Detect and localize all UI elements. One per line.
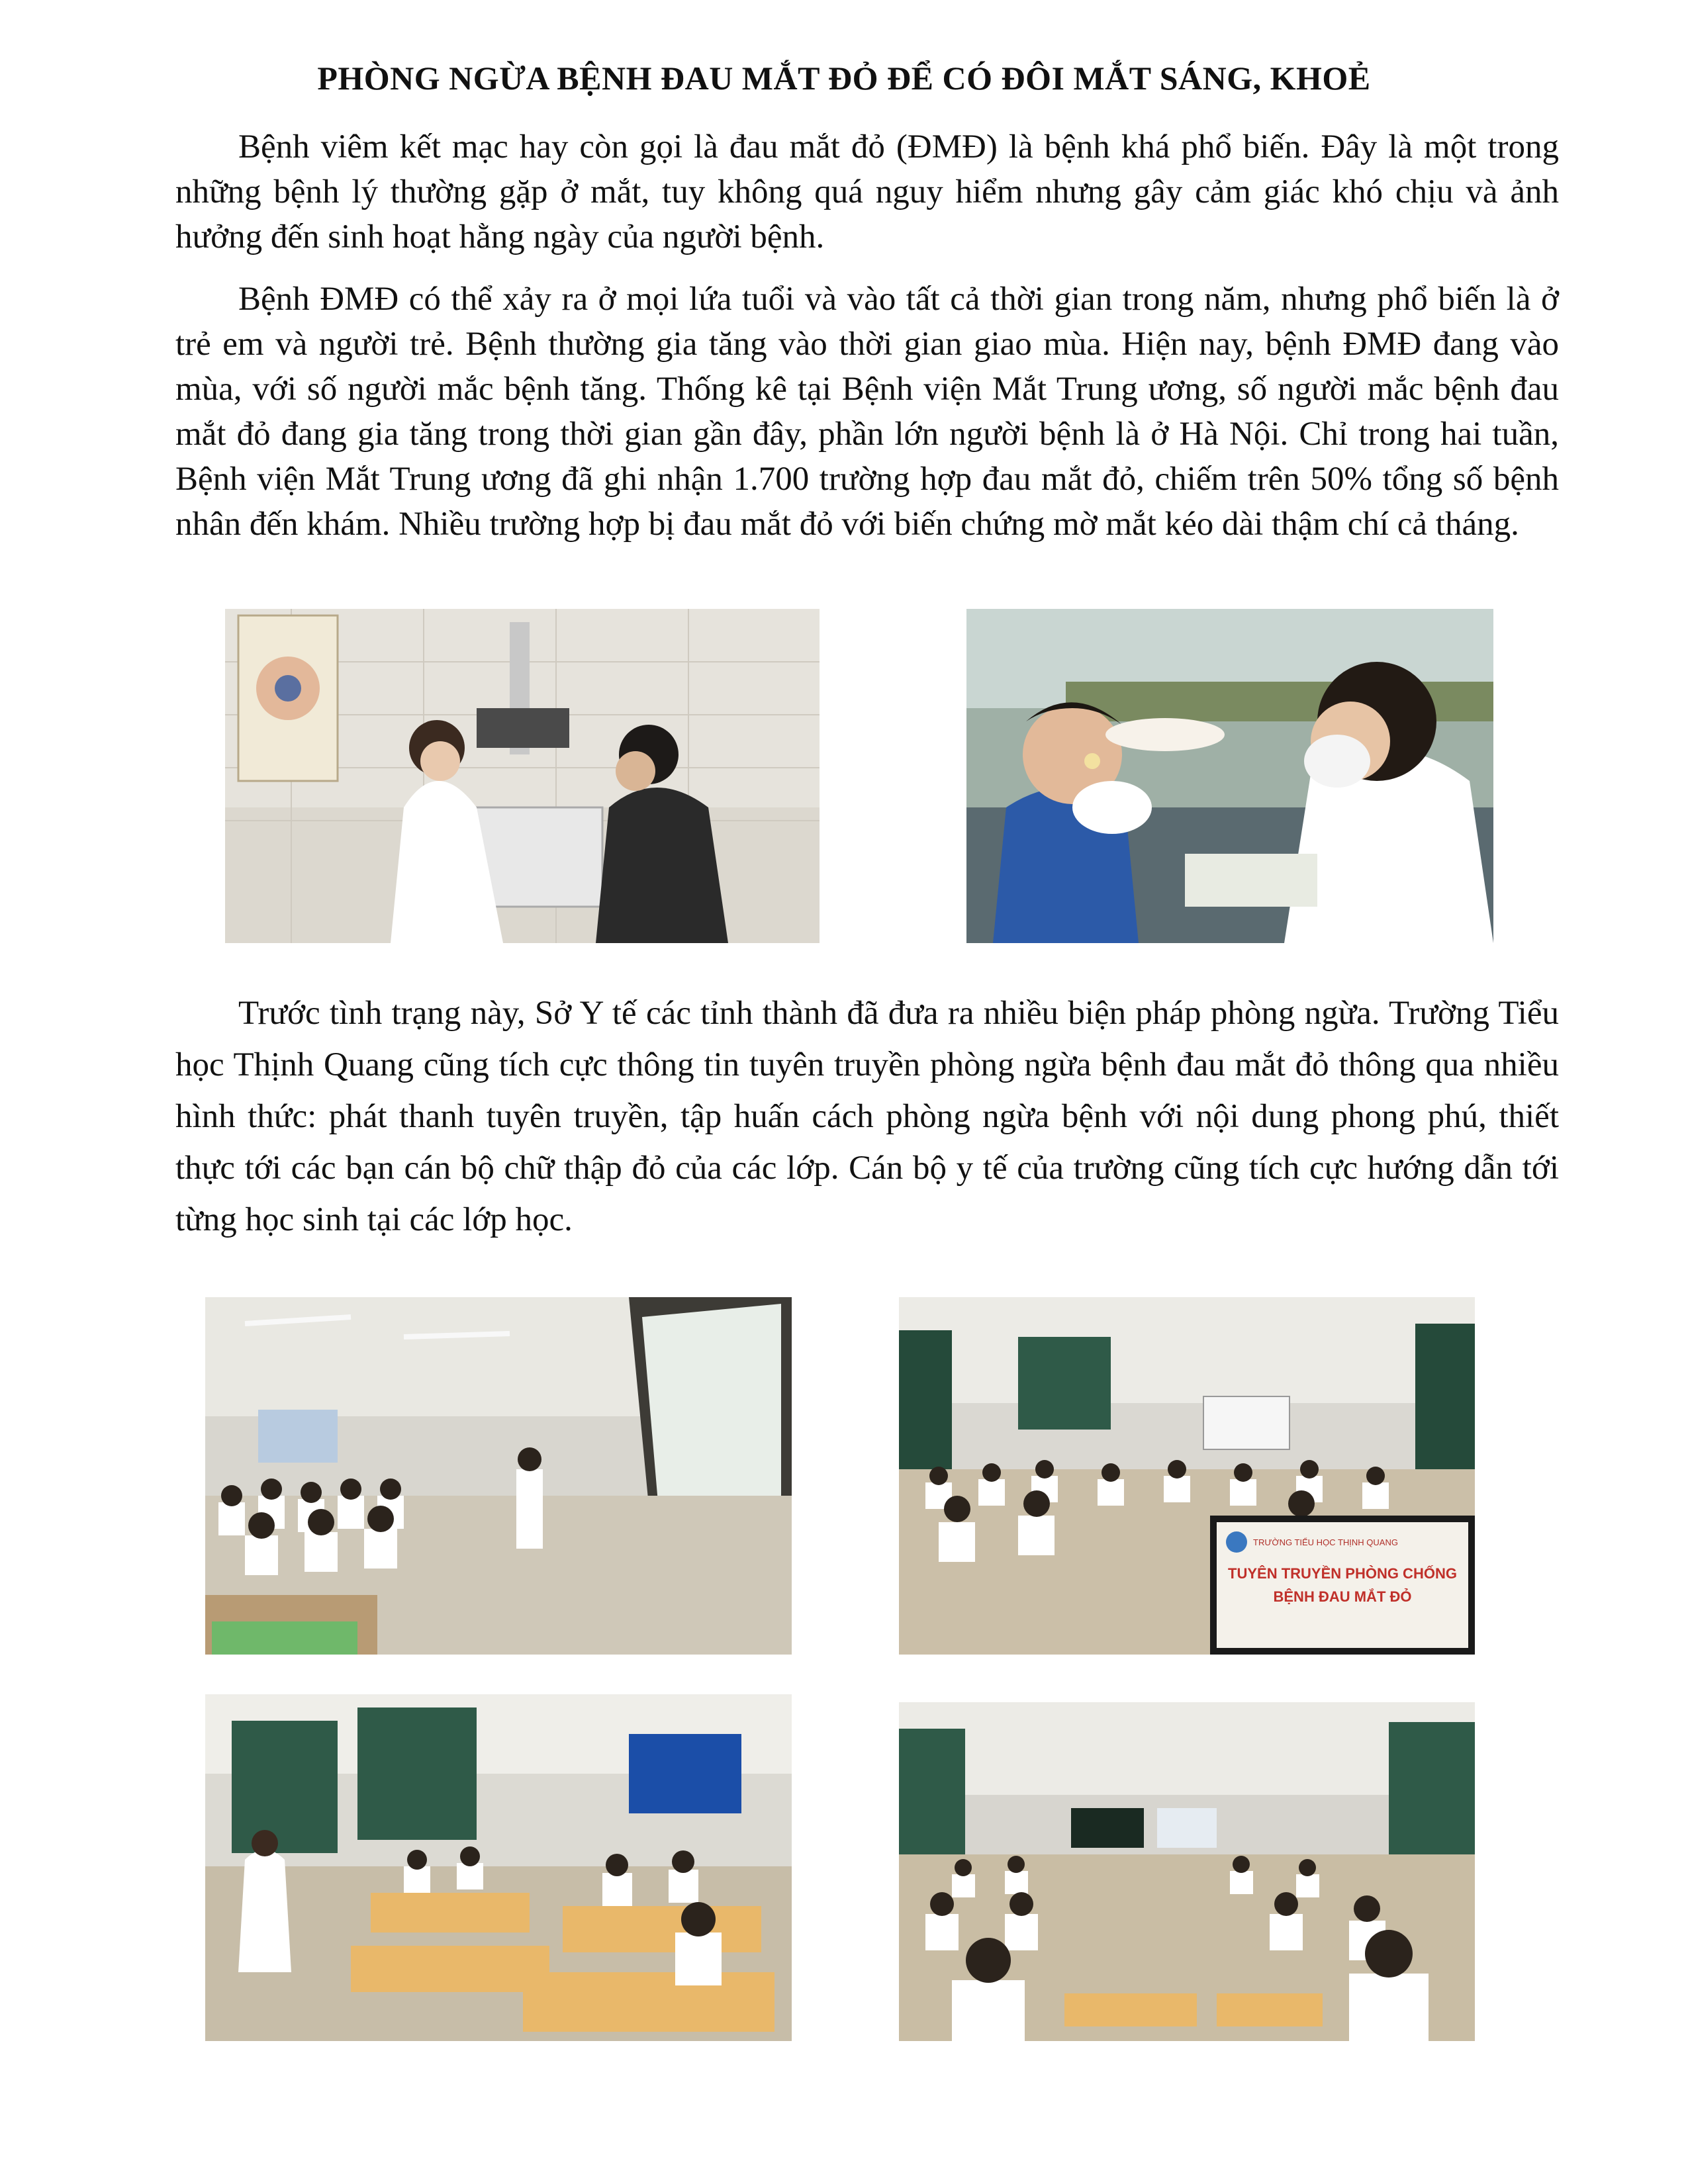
- photo-classroom-laptop-slide: [899, 1297, 1475, 1655]
- page-title: PHÒNG NGỪA BỆNH ĐAU MẮT ĐỎ ĐỂ CÓ ĐÔI MẮT SÁNG, KHOẺ: [317, 60, 1371, 97]
- paragraph-intro: Bệnh viêm kết mạc hay còn gọi là đau mắt đỏ (ĐMĐ) là bệnh khá phổ biến. Đây là một trong những bệnh lý thường gặp ở mắt, tuy không quá nguy hiểm nhưng gây cảm giác khó chịu và ảnh hưởng đến sinh hoạt hằng ngày của người bệnh.: [175, 128, 1559, 255]
- photo-classroom-students-eye-exercise: [899, 1702, 1475, 2041]
- slide-title-line2: BỆNH ĐAU MẮT ĐỎ: [1273, 1588, 1412, 1605]
- photo-eye-exam-slit-lamp: [225, 609, 820, 943]
- paragraph-school-actions: Trước tình trạng này, Sở Y tế các tỉnh thành đã đưa ra nhiều biện pháp phòng ngừa. Trường Tiểu học Thịnh Quang cũng tích cực thông tin tuyên truyền phòng ngừa bệnh đau mắt đỏ thông qua nhiều hình thức: phát thanh tuyên truyền, tập huấn cách phòng ngừa bệnh với nội dung phong phú, thiết thực tới các bạn cán bộ chữ thập đỏ của các lớp. Cán bộ y tế của trường cũng tích cực hướng dẫn tới từng học sinh tại các lớp học.: [175, 995, 1559, 1238]
- photo-classroom-nurse-standing: [205, 1694, 792, 2041]
- photo-nurse-checking-child-eye: [966, 609, 1493, 943]
- paragraph-statistics: Bệnh ĐMĐ có thể xảy ra ở mọi lứa tuổi và vào tất cả thời gian trong năm, nhưng phổ biến là ở trẻ em và người trẻ. Bệnh thường gia tăng vào thời gian giao mùa. Hiện nay, bệnh ĐMĐ đang vào mùa, với số người mắc bệnh tăng. Thống kê tại Bệnh viện Mắt Trung ương, số người mắc bệnh đau mắt đỏ đang gia tăng trong thời gian gần đây, phần lớn người bệnh là ở Hà Nội. Chỉ trong hai tuần, Bệnh viện Mắt Trung ương đã ghi nhận 1.700 trường hợp đau mắt đỏ, chiếm trên 50% tổng số bệnh nhân đến khám. Nhiều trường hợp bị đau mắt đỏ với biến chứng mờ mắt kéo dài thậm chí cả tháng.: [175, 281, 1559, 543]
- photo-classroom-health-talk-projector: [205, 1297, 792, 1655]
- slide-school-name: TRƯỜNG TIỂU HỌC THỊNH QUANG: [1253, 1537, 1398, 1547]
- slide-title-line1: TUYÊN TRUYỀN PHÒNG CHỐNG: [1228, 1565, 1457, 1582]
